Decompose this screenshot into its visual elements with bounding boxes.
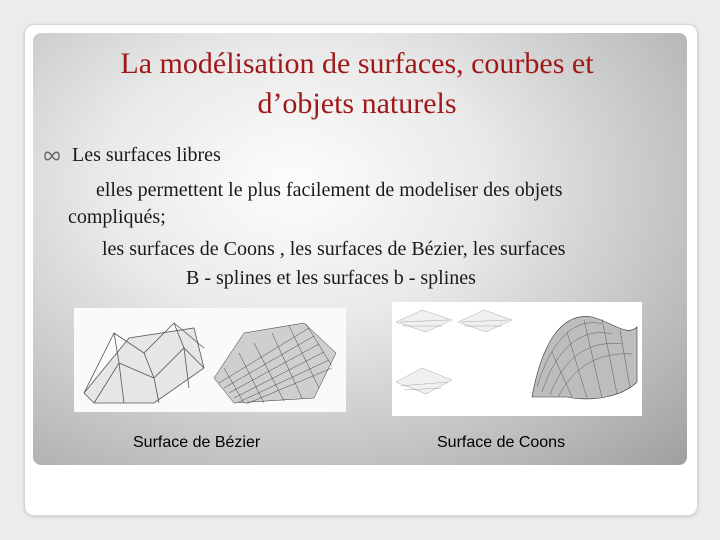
body-line-4: B - splines et les surfaces b - splines bbox=[186, 267, 476, 289]
coons-caption: Surface de Coons bbox=[437, 434, 566, 451]
body-line-3: les surfaces de Coons , les surfaces de Bézier, les surfaces bbox=[102, 238, 566, 260]
infinity-icon bbox=[44, 150, 60, 162]
bullet-text: Les surfaces libres bbox=[72, 144, 221, 166]
bezier-surface-image bbox=[74, 308, 346, 412]
title-line-2: d’objets naturels bbox=[257, 87, 457, 120]
bezier-caption: Surface de Bézier bbox=[133, 434, 261, 451]
body-line-2: compliqués; bbox=[68, 206, 166, 228]
slide-title bbox=[0, 44, 714, 124]
title-line-1: La modélisation de surfaces, courbes et bbox=[120, 47, 594, 80]
coons-surface-image bbox=[392, 302, 642, 416]
body-line-1: elles permettent le plus facilement de modeliser des objets bbox=[96, 179, 563, 201]
